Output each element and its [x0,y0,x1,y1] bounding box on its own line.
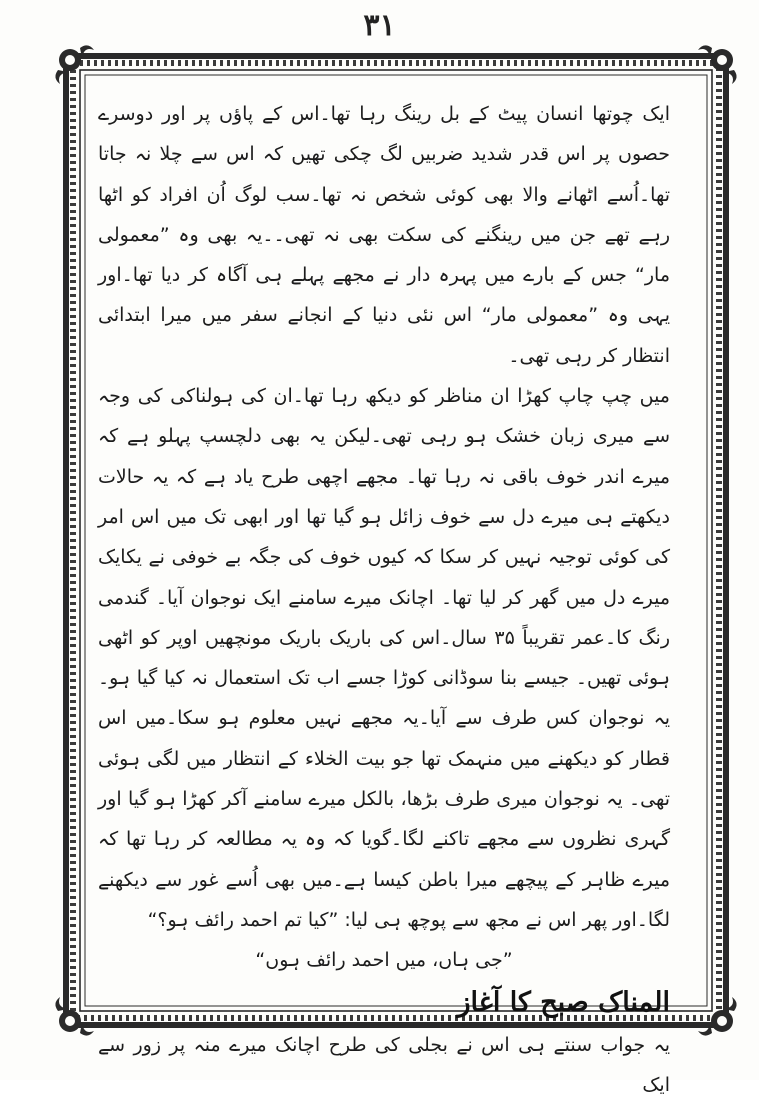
paragraph-2: میں چپ چاپ کھڑا ان مناظر کو دیکھ رہا تھا۔ان کی ہولناکی کی وجہ سے میری زبان خشک ہو رہی تھی۔لیکن یہ بھی دلچسپ پہلو ہے کہ میرے اندر خوف باقی نہ رہا تھا۔ مجھے اچھی طرح یاد ہے کہ یہ حالات دیکھتے ہی میرے دل سے خوف زائل ہو گیا تھا اور ابھی تک میں اس امر کی کوئی توجیہ نہیں کر سکا کہ کیوں خوف کی جگہ بے خوفی نے یکایک میرے دل میں گھر کر لیا تھا۔ اچانک میرے سامنے ایک نوجوان آیا۔ گندمی رنگ کا۔عمر تقریباً ۳۵ سال۔اس کی باریک باریک مونچھیں اوپر کو اٹھی ہوئی تھیں۔ جیسے بنا سوڈانی کوڑا جسے اب تک استعمال نہ کیا گیا ہو۔ یہ نوجوان کس طرف سے آیا۔یہ مجھے نہیں معلوم ہو سکا۔میں اس قطار کو دیکھنے میں منہمک تھا جو بیت الخلاء کے انتظار میں لگی ہوئی تھی۔ یہ نوجوان میری طرف بڑھا، بالکل میرے سامنے آکر کھڑا ہو گیا اور گہری نظروں سے مجھے تاکنے لگا۔گویا کہ وہ یہ مطالعہ کر رہا تھا کہ میرے ظاہر کے پیچھے میرا باطن کیسا ہے۔میں بھی اُسے غور سے دیکھنے لگا۔اور پھر اس نے مجھ سے پوچھ ہی لیا: ”کیا تم احمد رائف ہو؟“ [98,385,670,931]
corner-ornament-bottom-right [698,997,737,1036]
page-number: ۳۱ [363,8,396,43]
page-body [98,94,670,1096]
section-heading: المناک صبح کا آغاز [457,986,670,1018]
paragraph-3: ”جی ہاں، میں احمد رائف ہوں“ [255,949,513,972]
closing-paragraph: یہ جواب سنتے ہی اس نے بجلی کی طرح اچانک میرے منہ پر زور سے ایک [98,1033,670,1096]
paragraph-1: ایک چوتھا انسان پیٹ کے بل رینگ رہا تھا۔اس کے پاؤں پر اور دوسرے حصوں پر اس قدر شدید ضربیں لگ چکی تھیں کہ اس سے چلا نہ جاتا تھا۔اُسے اٹھانے والا بھی کوئی شخص نہ تھا۔سب لوگ اُن افراد کو اٹھا رہے تھے جن میں رینگنے کی سکت بھی نہ تھی۔۔یہ بھی وہ ”معمولی مار“ جس کے بارے میں پہرہ دار نے مجھے پہلے ہی آگاہ کر دیا تھا۔اور یہی وہ ”معمولی مار“ اس نئی دنیا کے انجانے سفر میں میرا ابتدائی انتظار کر رہی تھی۔ [98,103,670,367]
